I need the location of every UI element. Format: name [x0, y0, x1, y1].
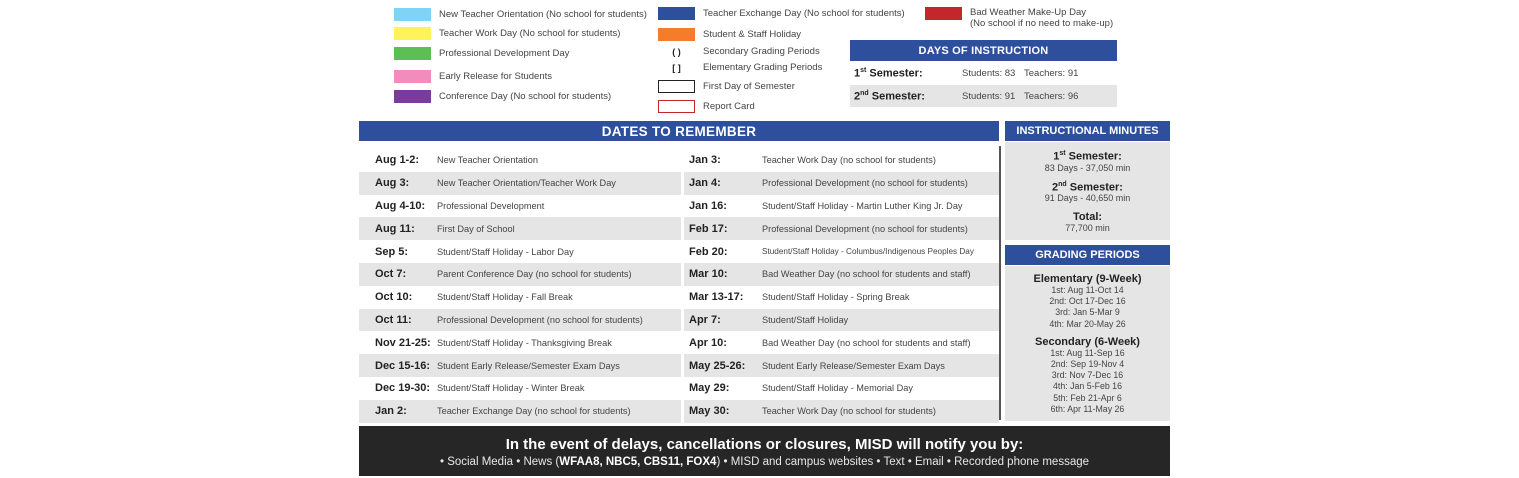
event-date: May 29:	[689, 382, 730, 395]
table-cell-left	[359, 377, 681, 400]
event-description: Student/Staff Holiday - Columbus/Indigenous Peoples Day	[762, 247, 974, 257]
grading-period-line: 4th: Jan 5-Feb 16	[1053, 381, 1122, 392]
event-description: Student/Staff Holiday - Labor Day	[437, 246, 574, 257]
legend-item-early-release	[394, 70, 552, 83]
legend-item-teacher-work-day	[394, 27, 620, 40]
table-cell-right	[684, 217, 999, 240]
footer-title: In the event of delays, cancellations or closures, MISD will notify you by:	[505, 436, 1024, 453]
swatch-orange	[658, 28, 695, 41]
event-date: Aug 11:	[375, 222, 415, 235]
swatch-green	[394, 47, 431, 60]
grading-period-line: 2nd: Oct 17-Dec 16	[1049, 296, 1126, 307]
grading-period-line: 3rd: Jan 5-Mar 9	[1055, 307, 1120, 318]
event-date: Jan 2:	[375, 405, 407, 418]
days-of-instruction-header: DAYS OF INSTRUCTION	[850, 40, 1117, 61]
legend-item-bad-weather-makeup	[925, 7, 1113, 29]
table-cell-left	[359, 286, 681, 309]
instructional-minutes-header: INSTRUCTIONAL MINUTES	[1005, 121, 1170, 141]
legend-label: Professional Development Day	[439, 48, 570, 59]
table-cell-left	[359, 172, 681, 195]
grading-period-line: 2nd: Sep 19-Nov 4	[1050, 359, 1125, 370]
im-total-title: Total:	[1072, 211, 1103, 224]
event-date: Apr 10:	[689, 336, 727, 349]
legend-label: Student & Staff Holiday	[703, 29, 802, 40]
doi-students: Students: 91	[962, 90, 1016, 102]
event-date: Jan 16:	[689, 199, 727, 212]
gp-elementary-title: Elementary (9-Week)	[1033, 273, 1142, 285]
table-cell-right	[684, 354, 999, 377]
im-total-value: 77,700 min	[1065, 223, 1110, 234]
event-description: Student Early Release/Semester Exam Days	[437, 360, 620, 371]
table-row	[359, 331, 999, 354]
notification-footer	[359, 426, 1170, 476]
doi-row-semester-2	[850, 85, 1117, 107]
dates-to-remember-header: DATES TO REMEMBER	[359, 121, 999, 141]
event-date: Aug 1-2:	[375, 154, 419, 167]
event-date: Oct 11:	[375, 313, 412, 326]
swatch-pink	[394, 70, 431, 83]
table-row	[359, 149, 999, 172]
divider-line	[999, 146, 1001, 420]
table-cell-right	[684, 400, 999, 423]
table-cell-left	[359, 263, 681, 286]
grading-period-line: 4th: Mar 20-May 26	[1049, 318, 1126, 329]
legend-item-first-day-of-semester	[658, 80, 795, 93]
table-cell-left	[359, 400, 681, 423]
event-description: Teacher Work Day (no school for students)	[762, 155, 936, 166]
event-date: Oct 10:	[375, 291, 413, 304]
outline-box-black	[658, 80, 695, 93]
table-row	[359, 217, 999, 240]
event-description: Professional Development (no school for students)	[762, 223, 968, 234]
legend-label: Bad Weather Make-Up Day	[970, 7, 1086, 18]
event-date: Aug 4-10:	[375, 199, 426, 212]
table-cell-left	[359, 331, 681, 354]
event-description: Student/Staff Holiday - Fall Break	[437, 292, 573, 303]
table-cell-right	[684, 149, 999, 172]
table-cell-right	[684, 309, 999, 332]
table-row	[359, 400, 999, 423]
legend-label: Early Release for Students	[439, 71, 553, 82]
table-cell-right	[684, 331, 999, 354]
grading-period-line: 1st: Aug 11-Sep 16	[1050, 347, 1125, 358]
im-semester-2-title: 2nd Semester:	[1052, 180, 1123, 194]
swatch-purple	[394, 90, 431, 103]
event-date: May 25-26:	[689, 359, 746, 372]
event-description: Student/Staff Holiday - Winter Break	[437, 383, 585, 394]
table-cell-left	[359, 309, 681, 332]
table-row	[359, 309, 999, 332]
event-description: Student/Staff Holiday	[762, 314, 849, 325]
doi-row-semester-1	[850, 62, 1117, 84]
table-row	[359, 172, 999, 195]
legend-sublabel: (No school if no need to make-up)	[970, 18, 1114, 29]
doi-semester-label: 2nd Semester:	[854, 89, 925, 103]
im-semester-1-title: 1st Semester:	[1053, 150, 1122, 163]
legend-label: Teacher Work Day (No school for students)	[439, 28, 621, 39]
doi-students: Students: 83	[962, 67, 1016, 79]
event-description: Professional Development (no school for students)	[762, 178, 968, 189]
table-cell-right	[684, 377, 999, 400]
event-description: Professional Development (no school for students)	[437, 314, 643, 325]
event-date: Jan 4:	[689, 177, 721, 190]
swatch-yellow	[394, 27, 431, 40]
grading-period-line: 6th: Apr 11-May 26	[1050, 403, 1125, 414]
swatch-dark-blue	[658, 7, 695, 20]
event-description: Student/Staff Holiday - Spring Break	[762, 292, 910, 303]
parentheses-symbol: ( )	[672, 46, 681, 57]
event-date: Mar 13-17:	[689, 291, 744, 304]
event-date: Jan 3:	[689, 154, 721, 167]
event-date: Feb 20:	[689, 245, 728, 258]
event-description: Student Early Release/Semester Exam Days	[762, 360, 945, 371]
event-description: Student/Staff Holiday - Thanksgiving Break	[437, 337, 612, 348]
grading-period-line: 1st: Aug 11-Oct 14	[1051, 285, 1124, 295]
doi-teachers: Teachers: 96	[1024, 90, 1079, 102]
legend-item-professional-development	[394, 47, 569, 60]
legend-label: First Day of Semester	[703, 81, 795, 92]
legend-label: Teacher Exchange Day (No school for students)	[703, 8, 905, 19]
table-cell-right	[684, 240, 999, 263]
grading-period-line: 5th: Feb 21-Apr 6	[1053, 392, 1122, 403]
legend-item-new-teacher-orientation	[394, 8, 647, 21]
table-row	[359, 240, 999, 263]
table-row	[359, 195, 999, 218]
gp-secondary-title: Secondary (6-Week)	[1035, 335, 1140, 348]
event-date: Sep 5:	[375, 245, 409, 258]
dates-table	[359, 149, 999, 423]
im-semester-2-value: 91 Days - 40,650 min	[1044, 193, 1131, 204]
table-cell-left	[359, 240, 681, 263]
brackets-symbol: [ ]	[672, 62, 681, 73]
legend-label: Report Card	[703, 101, 755, 112]
table-cell-right	[684, 286, 999, 309]
event-description: Teacher Work Day (no school for students)	[762, 406, 936, 417]
legend-item-report-card	[658, 100, 755, 113]
swatch-red	[925, 7, 962, 20]
event-date: Apr 7:	[689, 313, 721, 326]
table-cell-right	[684, 172, 999, 195]
event-description: Bad Weather Day (no school for students and staff)	[762, 337, 971, 348]
event-date: Dec 19-30:	[375, 382, 431, 395]
table-cell-right	[684, 263, 999, 286]
legend-item-conference-day	[394, 90, 611, 103]
legend-label: Elementary Grading Periods	[703, 62, 823, 73]
grading-periods-panel	[1005, 266, 1170, 421]
table-cell-left	[359, 149, 681, 172]
legend-label-group	[970, 7, 1113, 29]
outline-box-red	[658, 100, 695, 113]
grading-period-line: 3rd: Nov 7-Dec 16	[1051, 370, 1124, 381]
event-description: Professional Development	[437, 200, 545, 211]
im-semester-1-value: 83 Days - 37,050 min	[1044, 162, 1131, 173]
legend-item-elementary-grading-periods	[658, 62, 822, 73]
event-description: First Day of School	[437, 223, 515, 234]
table-cell-left	[359, 217, 681, 240]
event-date: Aug 3:	[375, 177, 410, 190]
event-date: Nov 21-25:	[375, 336, 431, 349]
event-description: New Teacher Orientation/Teacher Work Day	[437, 178, 616, 189]
event-date: Oct 7:	[375, 268, 407, 281]
event-description: Teacher Exchange Day (no school for students)	[437, 406, 631, 417]
event-date: Feb 17:	[689, 222, 728, 235]
legend-item-secondary-grading-periods	[658, 46, 820, 57]
legend-label: New Teacher Orientation (No school for students)	[439, 9, 647, 20]
doi-teachers: Teachers: 91	[1024, 67, 1079, 79]
table-cell-right	[684, 195, 999, 218]
table-cell-left	[359, 195, 681, 218]
event-date: Dec 15-16:	[375, 359, 431, 372]
legend-label: Secondary Grading Periods	[703, 46, 820, 57]
table-row	[359, 263, 999, 286]
legend-label: Conference Day (No school for students)	[439, 91, 612, 102]
event-description: Student/Staff Holiday - Martin Luther King Jr. Day	[762, 200, 963, 211]
instructional-minutes-panel	[1005, 142, 1170, 240]
event-description: Parent Conference Day (no school for students)	[437, 269, 632, 280]
table-row	[359, 354, 999, 377]
table-cell-left	[359, 354, 681, 377]
event-description: New Teacher Orientation	[437, 155, 538, 166]
gp-secondary-list	[1005, 348, 1170, 415]
doi-semester-label: 1st Semester:	[854, 66, 923, 80]
event-date: May 30:	[689, 405, 730, 418]
legend-item-student-staff-holiday	[658, 28, 801, 41]
footer-channels: • Social Media • News (WFAA8, NBC5, CBS11, FOX4) • MISD and campus websites • Text • Email • Recorded phone message	[439, 456, 1090, 468]
legend-item-teacher-exchange-day	[658, 7, 905, 20]
event-description: Student/Staff Holiday - Memorial Day	[762, 383, 913, 394]
gp-elementary-list	[1005, 285, 1170, 330]
grading-periods-header: GRADING PERIODS	[1005, 245, 1170, 265]
table-row	[359, 377, 999, 400]
swatch-light-blue	[394, 8, 431, 21]
event-description: Bad Weather Day (no school for students and staff)	[762, 269, 971, 280]
event-date: Mar 10:	[689, 268, 728, 281]
table-row	[359, 286, 999, 309]
